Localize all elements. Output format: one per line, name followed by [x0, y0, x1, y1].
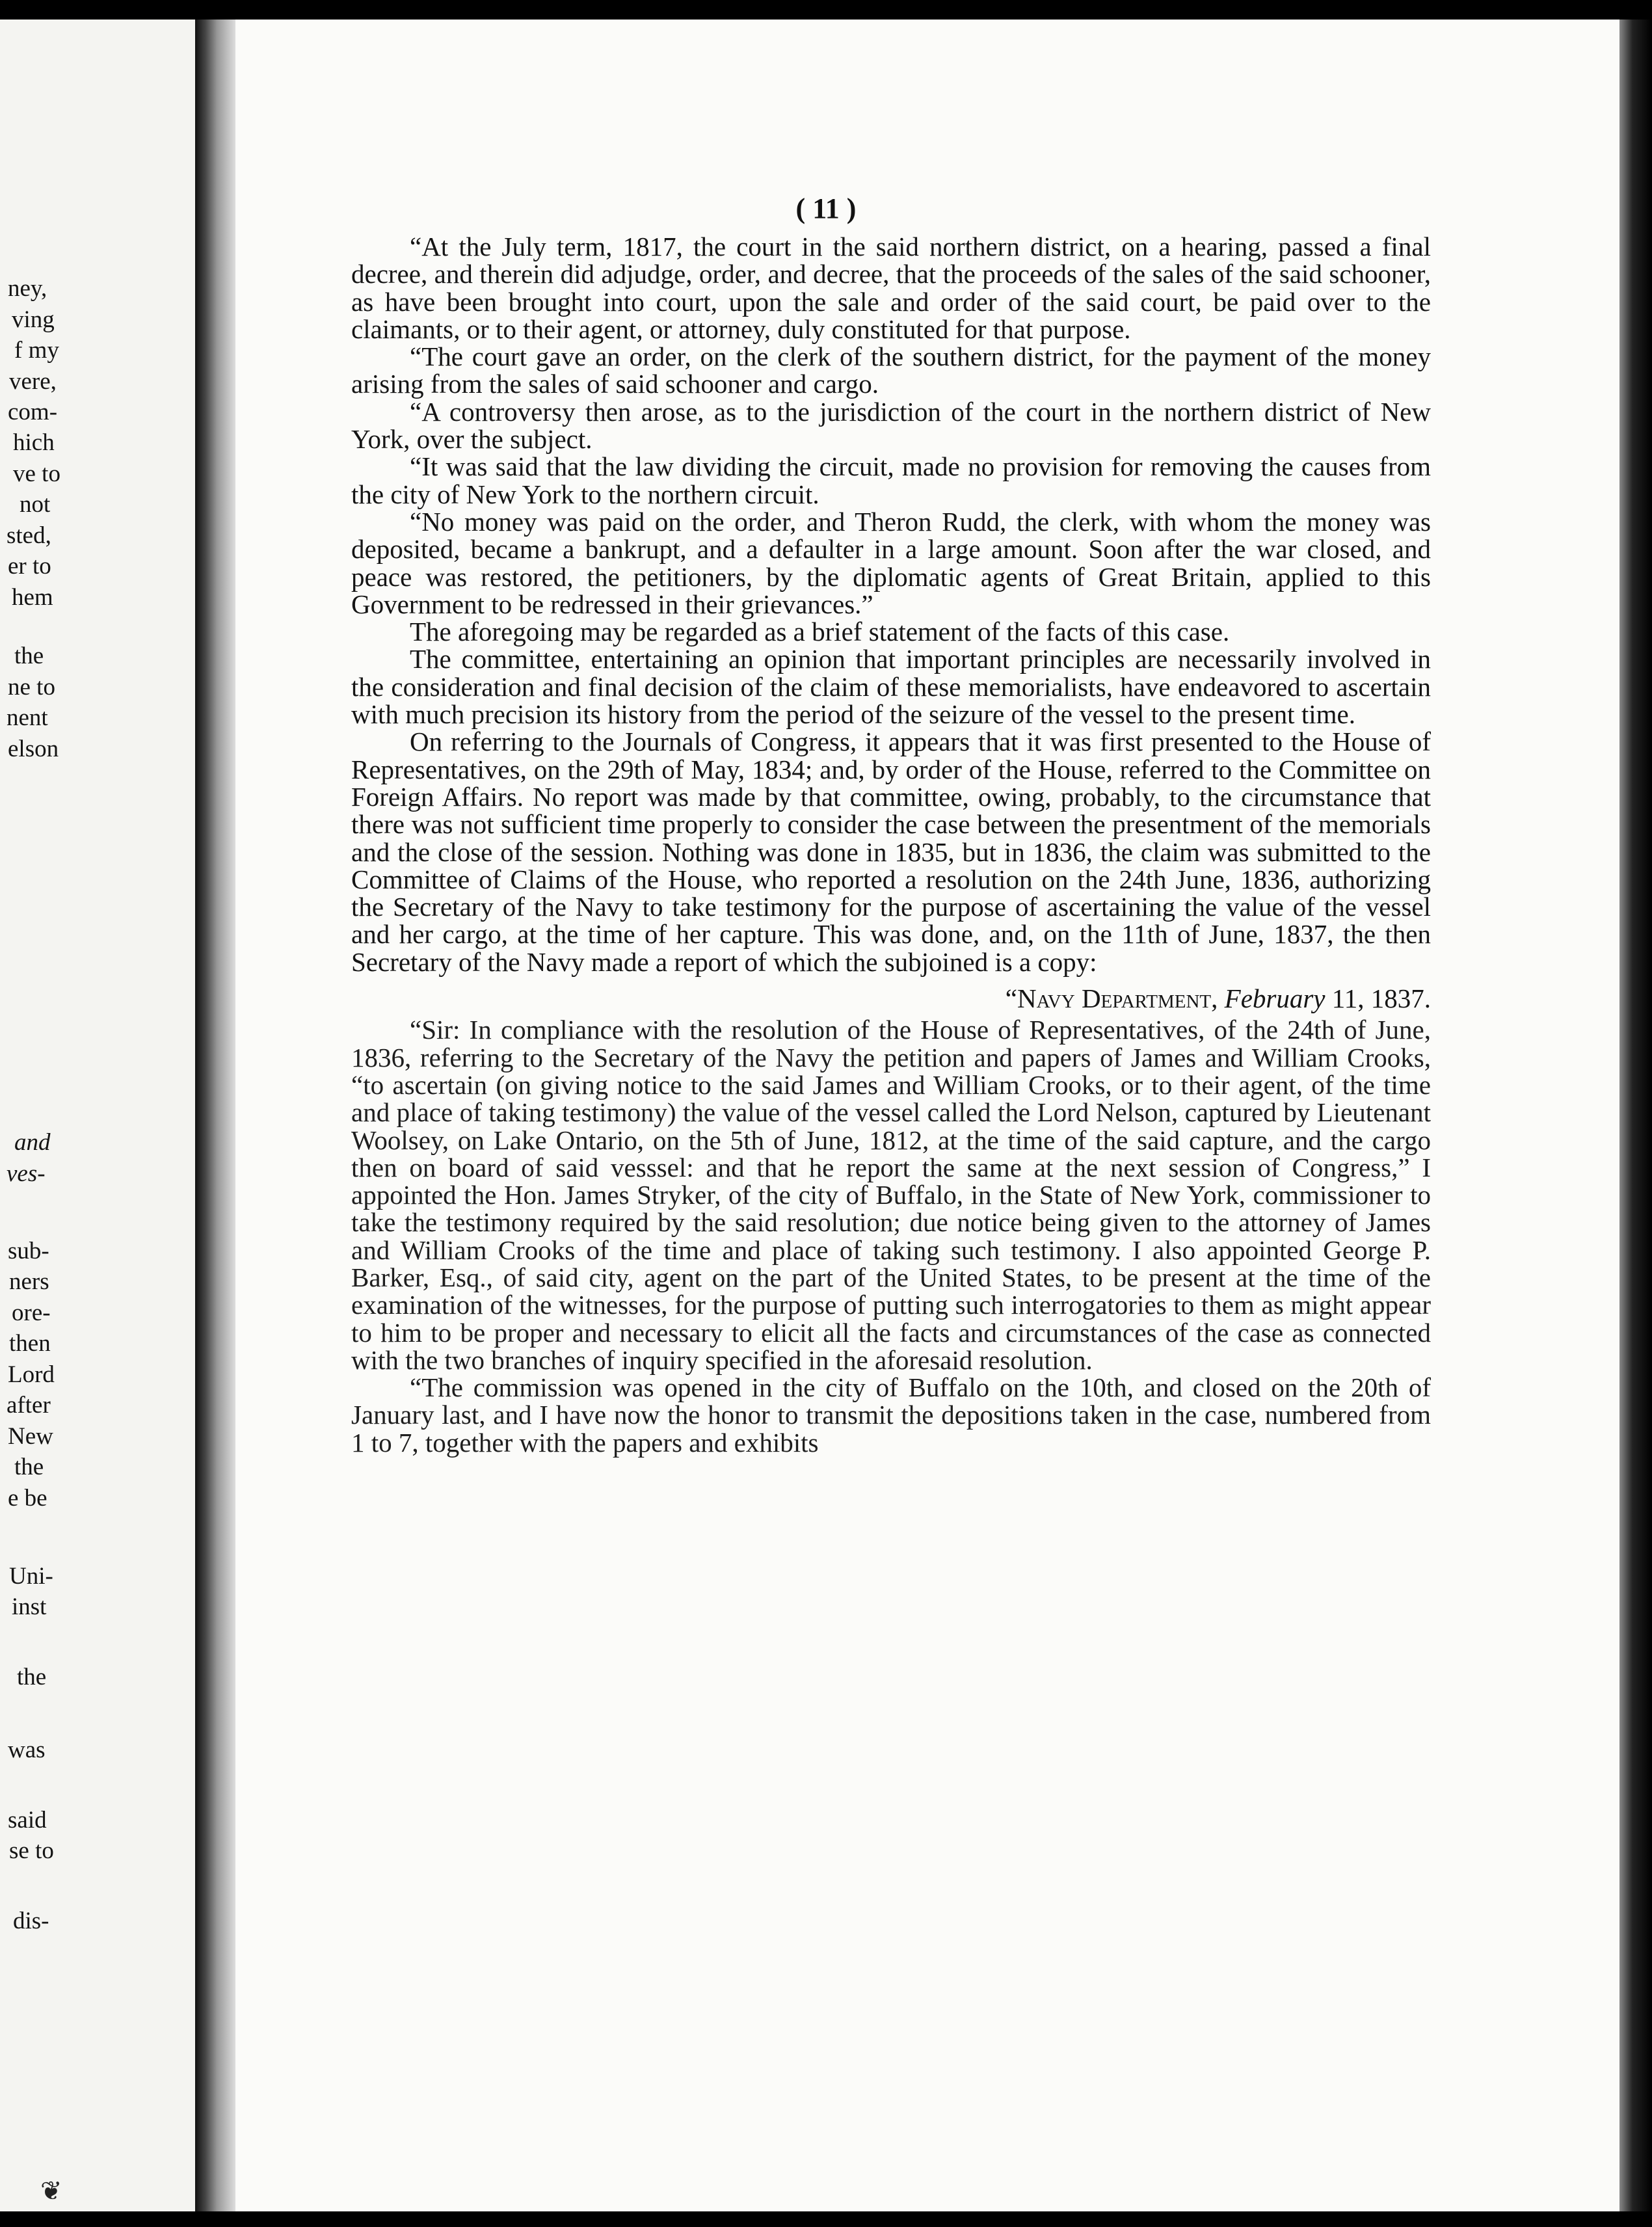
left-fragment: f my [14, 337, 59, 364]
left-fragment: was [8, 1737, 46, 1763]
left-fragment: said [8, 1807, 47, 1834]
left-fragment: er to [8, 553, 51, 580]
left-fragment: ves- [7, 1160, 46, 1187]
page-edge [1619, 20, 1652, 2211]
letter-department: “Navy Department, [1005, 983, 1218, 1014]
book-spine [195, 20, 235, 2211]
left-fragment: elson [8, 736, 59, 762]
paragraph: The aforegoing may be regarded as a brief statement of the facts of this case. [410, 617, 1230, 647]
left-fragment: the [14, 1454, 44, 1480]
letter-paragraph: “Sir: In compliance with the resolution of the House of Representatives, of the 24th of June, 1836, referring to the Secretary of the Navy the petition and papers of James and William Crooks, “to ascertain (on giving notice to the said James and William Crooks, or to their agent, of the time and place of taking testimony) the value of the vessel called the Lord Nelson, captured by Lieutenant Woolsey, on Lake Ontario, on the 5th of June, 1812, at the time of the said capture, and the cargo then on board of said vesssel: and that he report the same at the next session of Congress,” I appointed the Hon. James Stryker, of the city of Buffalo, in the State of New York, commissioner to take the testimony required by the said resolution; due notice being given to the attorney of James and William Crooks of the time and place of taking such testimony. I also appointed George P. Barker, Esq., of said city, agent on the part of the United States, to be present at the time of the examination of the witnesses, for the purpose of putting such interrogatories to them as might appear to him to be proper and necessary to elicit all the facts and circumstances of the case as connected with the two branches of inquiry specified in the aforesaid resolution. [351, 1015, 1431, 1375]
left-fragment: and [14, 1129, 51, 1156]
left-fragment: vere, [9, 368, 57, 395]
left-fragment: dis- [13, 1908, 49, 1934]
letter-date-month: February [1224, 983, 1326, 1014]
left-fragment: after [7, 1392, 51, 1419]
left-fragment: sub- [8, 1238, 49, 1264]
paragraph: “A controversy then arose, as to the jurisdiction of the court in the northern district of New York, over the subject. [351, 396, 1431, 455]
left-fragment: ve to [13, 460, 60, 487]
letter-paragraph: “The commission was opened in the city of Buffalo on the 10th, and closed on the 20th of January last, and I have now the honor to transmit the depositions taken in the case, numbered from 1 to 7, together with the papers and exhibits [351, 1372, 1431, 1458]
paragraph: “It was said that the law dividing the circuit, made no provision for removing the causes from the city of New York to the northern circuit. [351, 451, 1431, 509]
left-fragment: New [8, 1423, 53, 1450]
left-fragment: ving [12, 306, 55, 333]
left-fragment: ners [9, 1268, 49, 1295]
left-fragment: ore- [12, 1300, 51, 1326]
page-number: ( 11 ) [795, 193, 857, 224]
letter-date-rest: 11, 1837. [1325, 983, 1431, 1014]
left-fragment: com- [8, 399, 58, 425]
left-fragment: the [17, 1664, 47, 1690]
left-fragment: then [9, 1330, 51, 1357]
left-fragment: nent [7, 704, 48, 731]
left-fragment: sted, [7, 522, 51, 549]
left-fragment: Lord [8, 1361, 55, 1388]
paragraph: “At the July term, 1817, the court in the said northern district, on a hearing, passed a final decree, and therein did adjudge, order, and decree, that the proceeds of the sales of the said schooner, as have been brought into court, upon the sale and order of the said court, be paid over to the claimants, or to their agent, or attorney, duly constituted for that purpose. [351, 232, 1431, 344]
left-fragment: ne to [8, 674, 55, 700]
left-fragment: hich [13, 429, 55, 456]
left-fragment: not [20, 491, 51, 518]
paragraph: On referring to the Journals of Congress, it appears that it was first presented to the House of Representatives, on the 29th of May, 1834; and, by order of the House, referred to the Committee on Foreign Affairs. No report was made by that committee, owing, probably, to the circumstance that there was not sufficient time properly to consider the case between the presentment of the memorials and the close of the session. Nothing was done in 1835, but in 1836, the claim was submitted to the Committee of Claims of the House, who reported a resolution on the 24th June, 1836, authorizing the Secretary of the Navy to take testimony for the purpose of ascertaining the value of the vessel and her cargo, at the time of her capture. This was done, and, on the 11th of June, 1837, the then Secretary of the Navy made a report of which the subjoined is a copy: [351, 727, 1431, 977]
left-fragment: inst [12, 1594, 47, 1620]
left-fragment: the [14, 643, 44, 669]
left-fragment: hem [12, 584, 53, 611]
left-fragment: se to [9, 1837, 54, 1864]
main-text-column [351, 233, 1431, 1456]
paragraph: The committee, entertaining an opinion that important principles are necessarily involved in the consideration and final decision of the claim of these memorialists, have endeavored to ascertain with much precision its history from the period of the seizure of the vessel to the present time. [351, 644, 1431, 730]
left-fragment: e be [8, 1485, 47, 1512]
paragraph: “No money was paid on the order, and Theron Rudd, the clerk, with whom the money was deposited, became a bankrupt, and a defaulter in a large amount. Soon after the war closed, and peace was restored, the petitioners, by the diplomatic agents of Great Britain, applied to this Government to be redressed in their grievances.” [351, 506, 1431, 619]
letter-heading [351, 985, 1431, 1012]
paragraph: “The court gave an order, on the clerk of the southern district, for the payment of the money arising from the sales of said schooner and cargo. [351, 341, 1431, 399]
left-fragment: Uni- [9, 1563, 53, 1590]
left-fragment: ney, [8, 275, 47, 302]
ornament-mark: ❦ [40, 2176, 62, 2206]
